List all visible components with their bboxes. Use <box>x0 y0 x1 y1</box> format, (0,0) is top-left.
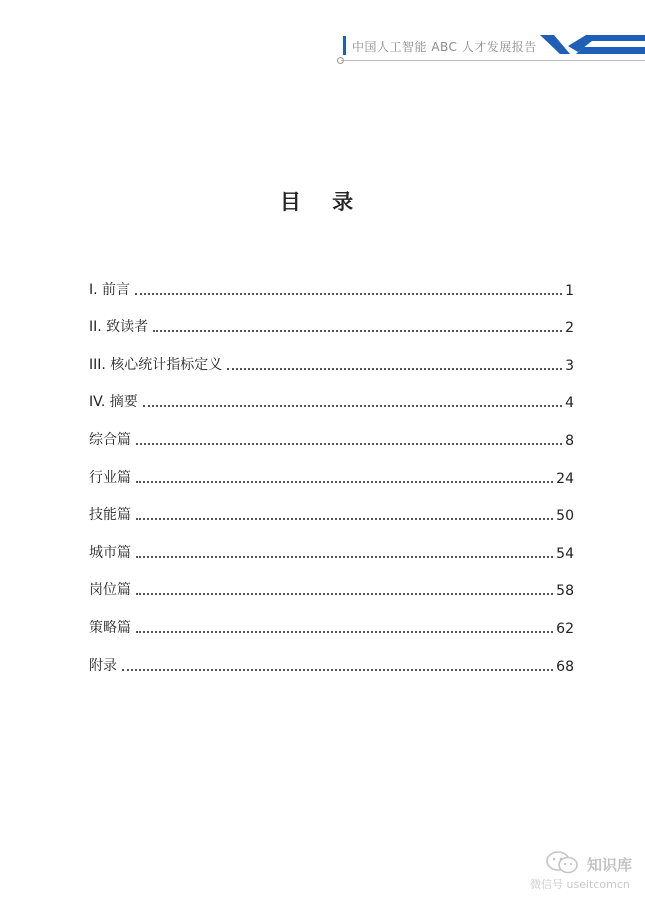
header-title: 中国人工智能 ABC 人才发展报告 <box>352 40 537 54</box>
toc-entry[interactable] <box>89 261 574 299</box>
toc-dot-leader <box>153 329 562 332</box>
toc-entry[interactable] <box>89 637 574 675</box>
watermark <box>530 848 640 898</box>
toc-entry-label: III. 核心统计指标定义 <box>89 356 223 373</box>
toc-dot-leader <box>136 480 553 483</box>
toc-entry[interactable] <box>89 411 574 449</box>
toc-dot-leader <box>136 555 553 558</box>
toc-entry-label: 综合篇 <box>89 431 131 448</box>
toc-entry[interactable] <box>89 336 574 374</box>
header-chevron-decoration <box>540 32 645 58</box>
toc-entry-label: IV. 摘要 <box>89 394 138 411</box>
toc-dot-leader <box>136 517 553 520</box>
toc-entry-page: 8 <box>565 432 574 449</box>
toc-entry-page: 58 <box>556 583 574 600</box>
toc-dot-leader <box>136 630 553 633</box>
page-header <box>0 0 645 70</box>
toc-entry-page: 1 <box>565 282 574 299</box>
toc-entry[interactable] <box>89 299 574 337</box>
toc-entry-page: 2 <box>565 320 574 337</box>
toc-entry-page: 68 <box>556 658 574 675</box>
toc-entry-label: 行业篇 <box>89 469 131 486</box>
header-accent-bar <box>343 36 346 55</box>
toc-dot-leader <box>136 442 562 445</box>
watermark-name: 知识库 <box>587 856 633 874</box>
toc-title: 目 录 <box>279 190 366 214</box>
toc-entry[interactable] <box>89 487 574 525</box>
toc-entry-label: 附录 <box>89 657 117 674</box>
watermark-subtitle: 微信号 useitcomcn <box>530 878 630 891</box>
toc-entry-label: I. 前言 <box>89 281 131 298</box>
toc-entry[interactable] <box>89 524 574 562</box>
toc-entry-page: 62 <box>556 620 574 637</box>
toc-entry-page: 54 <box>556 545 574 562</box>
toc-dot-leader <box>135 292 562 295</box>
toc-entry[interactable] <box>89 374 574 412</box>
wechat-icon <box>545 851 581 875</box>
toc-entry-page: 4 <box>565 395 574 412</box>
toc-dot-leader <box>136 592 553 595</box>
toc-entry-label: 策略篇 <box>89 619 131 636</box>
toc-dot-leader <box>227 367 562 370</box>
toc-entry-page: 3 <box>565 357 574 374</box>
toc-dot-leader <box>122 668 553 671</box>
toc-entry-label: 技能篇 <box>89 507 131 524</box>
toc-entry[interactable] <box>89 449 574 487</box>
toc-entry-label: 城市篇 <box>89 544 131 561</box>
toc-entry-page: 24 <box>556 470 574 487</box>
toc-dot-leader <box>143 404 562 407</box>
toc-entry-label: II. 致读者 <box>89 319 149 336</box>
toc-entry-label: 岗位篇 <box>89 582 131 599</box>
toc-entry-page: 50 <box>556 508 574 525</box>
toc-entry[interactable] <box>89 599 574 637</box>
toc-entry[interactable] <box>89 562 574 600</box>
header-rule <box>341 60 645 61</box>
table-of-contents <box>89 261 574 675</box>
